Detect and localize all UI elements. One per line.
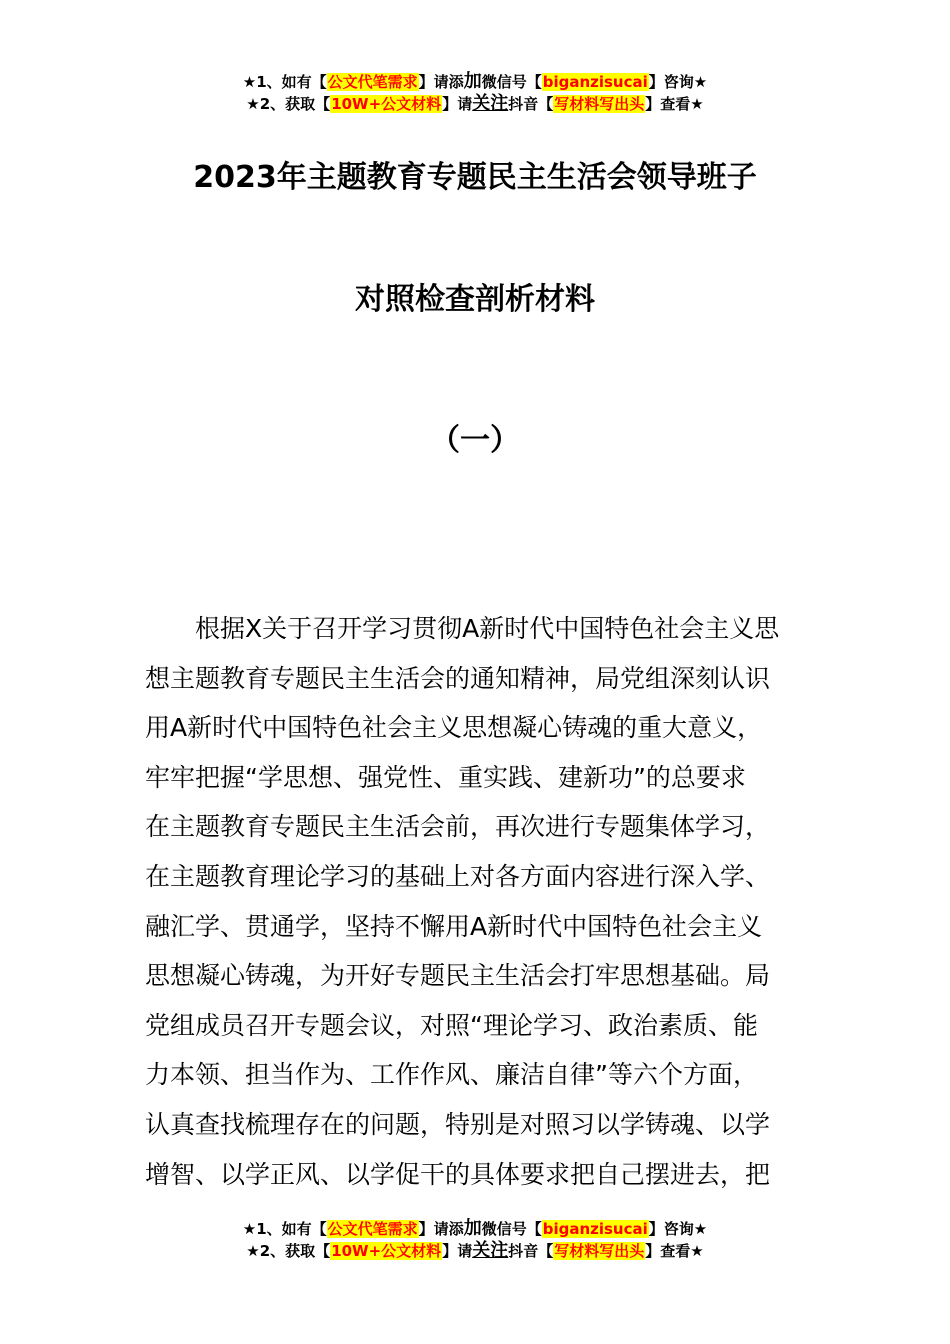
banner-text: 】咨询★: [648, 73, 708, 91]
highlight-service: 公文代笔需求: [327, 1220, 418, 1238]
highlight-douyin-account: 写材料写出头: [554, 1242, 645, 1260]
highlight-wechat-id: biganzisucai: [542, 73, 648, 91]
banner-text: 微信号【: [481, 73, 542, 91]
banner-emphasis: 加: [463, 71, 482, 92]
paragraph-line: 用A新时代中国特色社会主义思想凝心铸魂的重大意义，: [145, 713, 763, 743]
document-title-line-2: 对照检查剖析材料: [355, 282, 595, 317]
paragraph-line: 党组成员召开专题会议，对照“理论学习、政治素质、能: [145, 1010, 758, 1040]
highlight-materials: 10W+公文材料: [331, 1242, 442, 1260]
paragraph-line: 融汇学、贯通学，坚持不懈用A新时代中国特色社会主义: [145, 911, 763, 941]
top-banner: [0, 71, 950, 115]
paragraph-line: 认真查找梳理存在的问题，特别是对照习以学铸魂、以学: [145, 1109, 771, 1139]
banner-text: 微信号【: [481, 1220, 542, 1238]
bottom-banner-line-1: [0, 1218, 950, 1240]
body-paragraph: [145, 604, 810, 1199]
bottom-banner: [0, 1218, 950, 1262]
banner-text: 】请添: [418, 1220, 464, 1238]
highlight-wechat-id: biganzisucai: [542, 1220, 648, 1238]
banner-text: ★2、获取【: [246, 1242, 331, 1260]
section-marker: （一）: [430, 423, 520, 458]
paragraph-line: 在主题教育专题民主生活会前，再次进行专题集体学习，: [145, 812, 771, 842]
bottom-banner-line-2: [0, 1240, 950, 1262]
banner-text: 抖音【: [508, 95, 554, 113]
banner-text: ★1、如有【: [242, 1220, 327, 1238]
banner-text: ★2、获取【: [246, 95, 331, 113]
document-title-line-1: 2023年主题教育专题民主生活会领导班子: [193, 160, 757, 195]
banner-text: 抖音【: [508, 1242, 554, 1260]
banner-text: ★1、如有【: [242, 73, 327, 91]
paragraph-line: 在主题教育理论学习的基础上对各方面内容进行深入学、: [145, 861, 771, 891]
paragraph-line: 根据X关于召开学习贯彻A新时代中国特色社会主义思: [195, 614, 780, 643]
banner-text: 】请添: [418, 73, 464, 91]
paragraph-line: 想主题教育专题民主生活会的通知精神，局党组深刻认识: [145, 663, 771, 693]
top-banner-line-2: [0, 93, 950, 115]
highlight-materials: 10W+公文材料: [331, 95, 442, 113]
paragraph-line: 牢牢把握“学思想、强党性、重实践、建新功”的总要求: [145, 762, 746, 792]
banner-text: 】查看★: [645, 1242, 704, 1260]
highlight-service: 公文代笔需求: [327, 73, 418, 91]
paragraph-line: 思想凝心铸魂，为开好专题民主生活会打牢思想基础。局: [145, 961, 771, 991]
banner-emphasis: 关注: [472, 93, 509, 114]
banner-text: 】请: [442, 95, 473, 113]
banner-emphasis: 加: [463, 1218, 482, 1239]
highlight-douyin-account: 写材料写出头: [554, 95, 645, 113]
top-banner-line-1: [0, 71, 950, 93]
banner-emphasis: 关注: [472, 1240, 509, 1261]
banner-text: 】咨询★: [648, 1220, 708, 1238]
paragraph-line: 增智、以学正风、以学促干的具体要求把自己摆进去，把: [145, 1159, 771, 1189]
banner-text: 】查看★: [645, 95, 704, 113]
banner-text: 】请: [442, 1242, 473, 1260]
paragraph-line: 力本领、担当作为、工作作风、廉洁自律”等六个方面，: [145, 1060, 758, 1090]
